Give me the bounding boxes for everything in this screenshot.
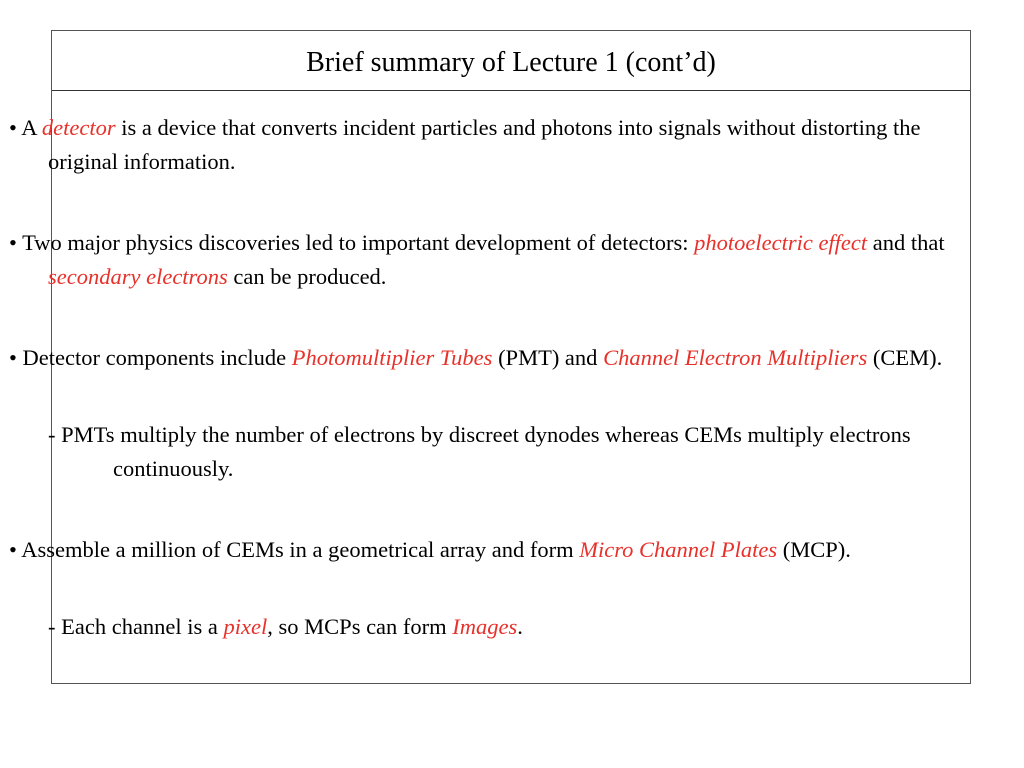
slide-title: Brief summary of Lecture 1 (cont’d): [306, 46, 716, 78]
sub-bullet-pmt-vs-cem: - PMTs multiply the number of electrons by discreet dynodes whereas CEMs multiply electrons continuously.: [48, 422, 911, 481]
bullet-2-mid: and that: [867, 230, 945, 255]
bullet-5-rest: (MCP).: [777, 537, 851, 562]
sub-bullet-6-mid: , so MCPs can form: [267, 614, 453, 639]
bullet-3-prefix: • Detector components include: [9, 345, 292, 370]
bullet-3-mid: (PMT) and: [492, 345, 604, 370]
term-secondary-electrons: secondary electrons: [48, 264, 228, 289]
title-bar: [52, 31, 970, 91]
term-photoelectric-effect: photoelectric effect: [694, 230, 868, 255]
sub-bullet-6-prefix: - Each channel is a: [48, 614, 224, 639]
term-micro-channel-plates: Micro Channel Plates: [579, 537, 778, 562]
bullet-detector-components: [9, 341, 953, 375]
term-pixel: pixel: [223, 614, 268, 639]
bullet-1-prefix: • A: [9, 115, 42, 140]
term-images: Images: [452, 614, 518, 639]
bullet-3-rest: (CEM).: [867, 345, 943, 370]
bullet-physics-discoveries: [9, 226, 953, 294]
term-photomultiplier-tubes: Photomultiplier Tubes: [291, 345, 493, 370]
bullet-2-rest: can be produced.: [227, 264, 387, 289]
sub-bullet-6-rest: .: [517, 614, 523, 639]
bullet-1-rest: is a device that converts incident particles and photons into signals without distorting the original information.: [48, 115, 921, 174]
bullet-2-prefix: • Two major physics discoveries led to important development of detectors:: [9, 230, 695, 255]
term-channel-electron-multipliers: Channel Electron Multipliers: [603, 345, 868, 370]
bullet-5-prefix: • Assemble a million of CEMs in a geometrical array and form: [9, 537, 580, 562]
bullet-detector-definition: [9, 111, 953, 179]
term-detector: detector: [41, 115, 116, 140]
bullet-micro-channel-plates: [9, 533, 953, 567]
sub-bullet-pixel-images: [9, 610, 1018, 644]
